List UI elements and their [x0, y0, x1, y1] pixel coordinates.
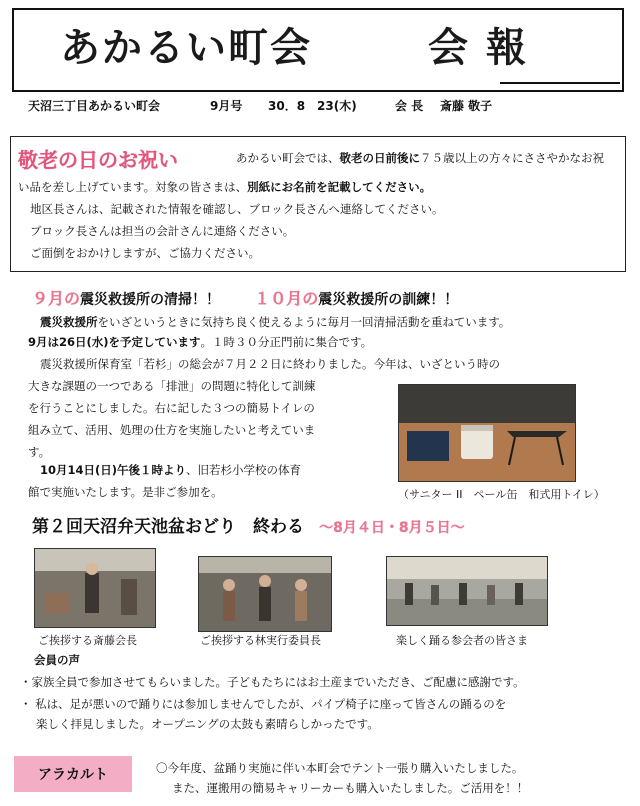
- voice-heading: 会員の声: [34, 653, 80, 667]
- issue-number: 9月号: [210, 99, 243, 113]
- shinsai-line-8: 10月14日(日)午後１時より、旧若杉小学校の体育: [40, 463, 302, 477]
- toilet-photo: [398, 384, 576, 482]
- alacarte-line-2: また、運搬用の簡易キャリーカーも購入いたしました。ご活用を！！: [172, 781, 529, 795]
- voice-2: ・ 私は、足が悪いので踊りには参加しませんでしたが、パイプ椅子に座って皆さんの踊るのを: [20, 697, 507, 711]
- newsletter-title-kaiho: 会報: [428, 25, 544, 71]
- shinsai-line-6: 組み立て、活用、処理の仕方を実施したいと考えていま: [28, 423, 316, 437]
- caption-committee: ご挨拶する林実行委員長: [200, 634, 321, 647]
- issue-date: 30．8 23(木): [268, 99, 357, 113]
- keirou-line-2: い品を差し上げています。対象の皆さまは、別紙にお名前を記載してください。: [18, 180, 432, 194]
- shinsai-line-7: す。: [28, 445, 51, 459]
- bon-heading-row: 第２回天沼弁天池盆おどり 終わる ～8月４日・8月５日～: [32, 517, 465, 537]
- keirou-line-1: あかるい町会では、敬老の日前後に７５歳以上の方々にささやかなお祝: [236, 151, 604, 165]
- keirou-line-5: ご面倒をおかけしますが、ご協力ください。: [30, 246, 260, 260]
- caption-chair: ご挨拶する斎藤会長: [38, 634, 137, 647]
- shinsai-line-5: を行うことにしました。右に記した３つの簡易トイレの: [28, 401, 315, 415]
- shinsai-line-9: 館で実施いたします。是非ご参加を。: [28, 485, 223, 499]
- keirou-line-3: 地区長さんは、記載された情報を確認し、ブロック長さんへ連絡してください。: [30, 202, 444, 216]
- shinsai-line-2: 9月は26日(水)を予定しています。１時３０分正門前に集合です。: [28, 335, 373, 349]
- shinsai-line-1: 震災救援所をいざというときに気持ち良く使えるように毎月一回清掃活動を重ねています。: [40, 315, 511, 329]
- keirou-heading: 敬老の日のお祝い: [18, 148, 178, 172]
- chair-label: 会 長: [395, 99, 424, 113]
- toilet-photo-caption: （サニター II ペール缶 和式用トイレ）: [398, 488, 605, 501]
- shinsai-heading: ９月の震災救援所の清掃！！ １０月の震災救援所の訓練！！: [32, 289, 459, 308]
- title-underline: [500, 82, 620, 84]
- caption-dancers: 楽しく踊る参会者の皆さま: [396, 634, 528, 647]
- shinsai-line-3: 震災救援所保育室「若杉」の総会が７月２２日に終わりました。今年は、いざという時の: [40, 357, 500, 371]
- org-name: 天沼三丁目あかるい町会: [28, 99, 161, 113]
- photo-dancers: [386, 556, 548, 626]
- alacarte-line-1: 〇今年度、盆踊り実施に伴い本町会でテント一張り購入いたしました。: [156, 761, 524, 775]
- alacarte-label: アラカルト: [14, 756, 132, 792]
- voice-1: ・家族全員で参加させてもらいました。子どもたちにはお土産までいただき、ご配慮に感謝です。: [20, 675, 525, 689]
- photo-committee-greeting: [198, 556, 332, 632]
- photo-chair-greeting: [34, 548, 156, 628]
- voice-3: 楽しく拝見しました。オープニングの太鼓も素晴らしかったです。: [36, 717, 379, 731]
- newsletter-title: あかるい町会: [60, 25, 312, 71]
- keirou-line-4: ブロック長さんは担当の会計さんに連絡ください。: [30, 224, 295, 238]
- chair-name: 斎藤 敬子: [440, 99, 493, 113]
- shinsai-line-4: 大きな課題の一つである「排泄」の問題に特化して訓練: [28, 379, 316, 393]
